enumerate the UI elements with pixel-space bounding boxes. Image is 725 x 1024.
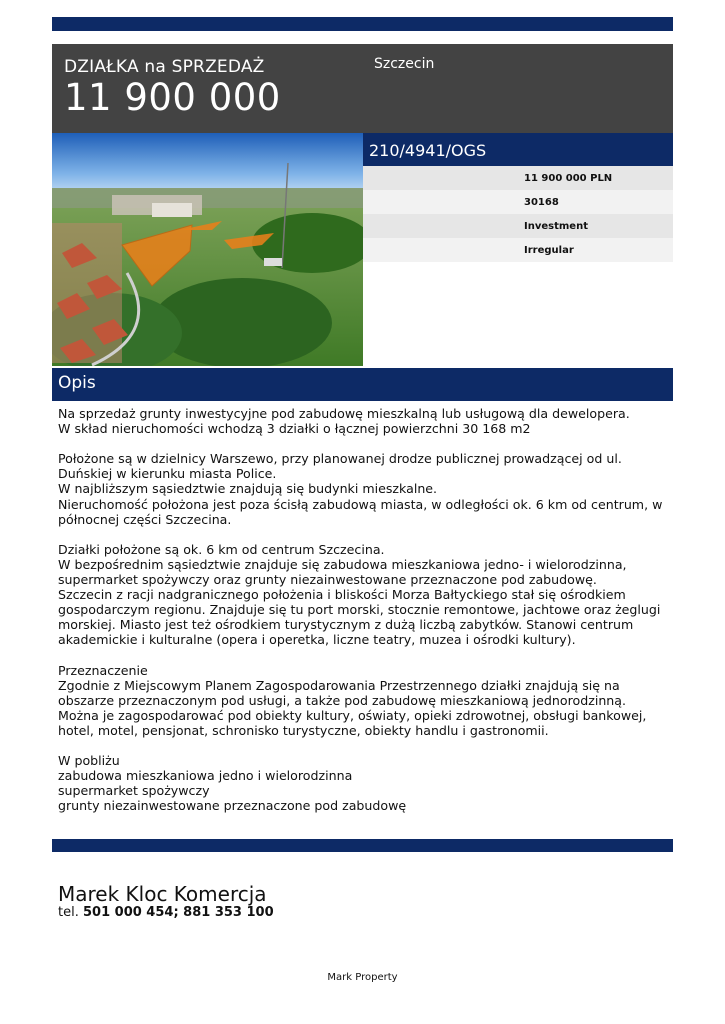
bottom-accent-bar bbox=[52, 839, 673, 852]
property-photo bbox=[52, 133, 363, 366]
spec-shape: Irregular bbox=[363, 238, 673, 262]
description-heading: Opis bbox=[52, 368, 673, 401]
listing-price: 11 900 000 bbox=[64, 76, 281, 119]
spec-price: 11 900 000 PLN bbox=[363, 166, 673, 190]
listing-city: Szczecin bbox=[374, 56, 435, 72]
reference-number: 210/4941/OGS bbox=[363, 133, 673, 166]
description-text: Na sprzedaż grunty inwestycyjne pod zabudowę mieszkalną lub usługową dla dewelopera. W skład nieruchomości wchodzą 3 działki o łącznej powierzchni 30 168 m2 Położone są w dzielnicy Warszewo, przy planowanej drodze publicznej prowadzącej od ul. Duńskiej w kierunku miasta Police. W najbliższym sąsiedztwie znajdują się budynki mieszkalne. Nieruchomość położona jest poza ścisłą zabudową miasta, w odległości ok. 6 km od centrum, w północnej części Szczecina. Działki położone są ok. 6 km od centrum Szczecina. W bezpośrednim sąsiedztwie znajduje się zabudowa mieszkaniowa jedno- i wielorodzinna, supermarket spożywczy oraz grunty niezainwestowane przeznaczone pod zabudowę. Szczecin z racji nadgranicznego położenia i bliskości Morza Bałtyckiego stał się ośrodkiem gospodarczym regionu. Znajduje się tu port morski, stocznie remontowe, jachtowe oraz żeglugi morskiej. Miasto jest też ośrodkiem turystycznym z dużą liczbą zabytków. Stanowi centrum akademickie i kulturalne (opera i operetka, liczne teatry, muzea i ośrodki kultury). Przeznaczenie Zgodnie z Miejscowym Planem Zagospodarowania Przestrzennego działki znajdują się na obszarze przeznaczonym pod usługi, a także pod zabudowę mieszkaniową jednorodzinną. Można je zagospodarować pod obiekty kultury, oświaty, opieki zdrowotnej, obsługi bankowej, hotel, motel, pensjonat, schronisko turystyczne, obiekty handlu i gastronomii. W pobliżu zabudowa mieszkaniowa jedno i wielorodzinna supermarket spożywczy grunty niezainwestowane przeznaczone pod zabudowę bbox=[58, 406, 663, 814]
agent-contact bbox=[58, 905, 274, 920]
spec-area: 30168 bbox=[363, 190, 673, 214]
top-accent-bar bbox=[52, 17, 673, 31]
listing-header bbox=[52, 44, 673, 133]
phone-label: tel. bbox=[58, 905, 79, 920]
spec-purpose: Investment bbox=[363, 214, 673, 238]
footer-brand: Mark Property bbox=[327, 972, 398, 983]
phone-number[interactable]: 501 000 454; 881 353 100 bbox=[82, 905, 274, 920]
agent-name: Marek Kloc Komercja bbox=[58, 882, 267, 906]
listing-type: DZIAŁKA na SPRZEDAŻ bbox=[64, 57, 265, 77]
